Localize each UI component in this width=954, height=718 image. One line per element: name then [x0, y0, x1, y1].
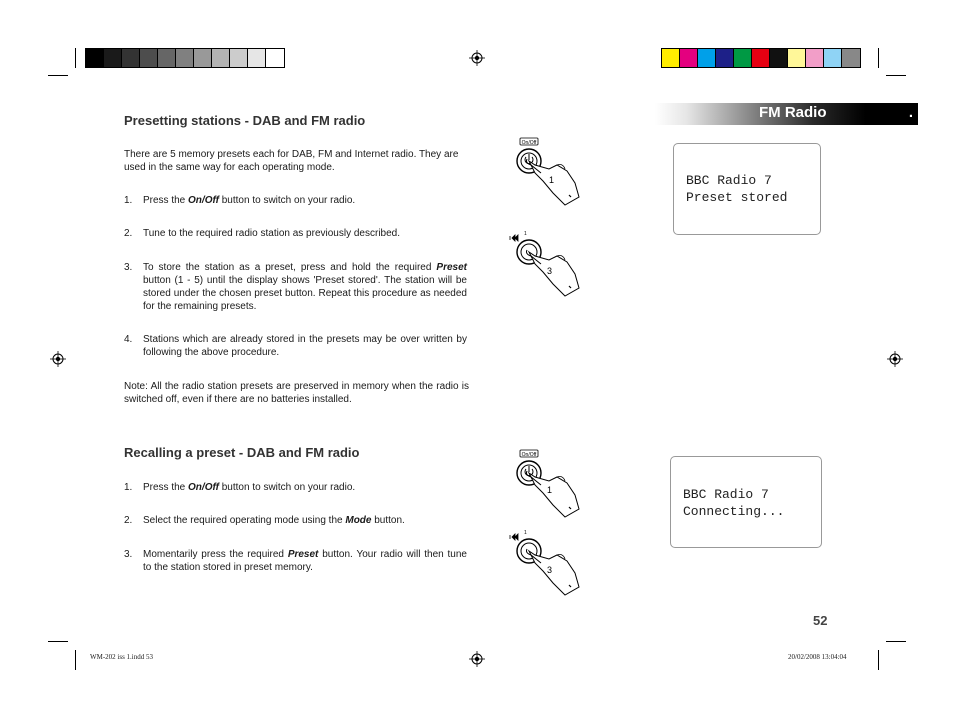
callout-number: 3 [547, 565, 553, 575]
registration-mark-icon [50, 351, 66, 367]
crop-mark [48, 75, 68, 76]
lcd-display-connecting [670, 456, 822, 548]
color-swatch [176, 49, 194, 67]
color-swatch [842, 49, 860, 67]
step-text: Press the On/Off button to switch on your radio. [143, 195, 356, 206]
step-text: Tune to the required radio station as previously described. [143, 228, 400, 239]
step-number: 2. [124, 515, 133, 526]
crop-mark [886, 641, 906, 642]
callout-number: 1 [549, 175, 555, 185]
crop-mark [75, 650, 76, 670]
onoff-button-press-illustration [505, 135, 595, 210]
color-swatch [266, 49, 284, 67]
slug-right: 20/02/2008 13:04:04 [788, 653, 847, 661]
step-text: Stations which are already stored in the presets may be over written by following the above procedure. [143, 334, 467, 358]
color-swatch [680, 49, 698, 67]
onoff-button-press-illustration [505, 447, 595, 522]
color-swatch [698, 49, 716, 67]
section1-intro: There are 5 memory presets each for DAB, FM and Internet radio. They are used in the same way for each operating mode. [124, 149, 459, 173]
preset-label: 1 [524, 231, 527, 237]
color-swatch [770, 49, 788, 67]
registration-mark-icon [469, 50, 485, 66]
preset-button-press-illustration [505, 527, 595, 602]
slug-left: WM-202 iss 1.indd 53 [90, 653, 153, 661]
crop-mark [48, 641, 68, 642]
color-swatch [140, 49, 158, 67]
lcd-line-1: BBC Radio 7 [686, 173, 772, 188]
crop-mark [878, 48, 879, 68]
section1-note: Note: All the radio station presets are preserved in memory when the radio is switched off, even if there are no batteries installed. [124, 381, 469, 405]
preset-label: 1 [524, 530, 527, 536]
color-swatch [158, 49, 176, 67]
step-number: 2. [124, 228, 133, 239]
crop-mark [75, 48, 76, 68]
step-number: 1. [124, 482, 133, 493]
color-swatch [86, 49, 104, 67]
color-swatch [734, 49, 752, 67]
lcd-line-2: Connecting... [683, 504, 785, 519]
color-swatch [752, 49, 770, 67]
color-swatch [212, 49, 230, 67]
color-swatch [806, 49, 824, 67]
section1-heading: Presetting stations - DAB and FM radio [124, 113, 366, 128]
step-number: 4. [124, 334, 133, 345]
page-number: 52 [813, 613, 828, 628]
s1-step-4 [124, 333, 469, 361]
color-swatch [122, 49, 140, 67]
s2-step-1 [124, 481, 469, 494]
callout-number: 1 [547, 485, 553, 495]
preset-button-press-illustration [505, 228, 595, 303]
color-swatch [194, 49, 212, 67]
step-text: Select the required operating mode using the Mode button. [143, 515, 405, 526]
s2-step-3 [124, 548, 469, 576]
section-dot: . [908, 104, 913, 121]
grey-calibration-bar [85, 48, 285, 68]
color-calibration-bar [661, 48, 861, 68]
color-swatch [824, 49, 842, 67]
registration-mark-icon [469, 651, 485, 667]
section-title: FM Radio [759, 104, 827, 121]
crop-mark [878, 650, 879, 670]
registration-mark-icon [887, 351, 903, 367]
s1-step-1 [124, 194, 469, 207]
step-number: 1. [124, 195, 133, 206]
callout-number: 3 [547, 266, 553, 276]
step-number: 3. [124, 262, 133, 273]
s1-step-2 [124, 227, 469, 240]
color-swatch [716, 49, 734, 67]
onoff-label: On/Off [521, 452, 537, 458]
lcd-display-preset-stored [673, 143, 821, 235]
section-header-bar [655, 103, 918, 125]
s2-step-2 [124, 514, 469, 527]
section2-heading: Recalling a preset - DAB and FM radio [124, 445, 360, 460]
lcd-line-2: Preset stored [686, 190, 788, 205]
color-swatch [248, 49, 266, 67]
step-text: To store the station as a preset, press and hold the required Preset button (1 - 5) until the display shows 'Preset stored'. The station will be stored under the chosen preset button. Repeat this procedure as needed for the remaining presets. [143, 262, 467, 312]
color-swatch [104, 49, 122, 67]
step-text: Momentarily press the required Preset button. Your radio will then tune to the station stored in preset memory. [143, 549, 467, 573]
s1-step-3 [124, 261, 469, 316]
crop-mark [886, 75, 906, 76]
color-swatch [662, 49, 680, 67]
lcd-line-1: BBC Radio 7 [683, 487, 769, 502]
color-swatch [230, 49, 248, 67]
step-number: 3. [124, 549, 133, 560]
color-swatch [788, 49, 806, 67]
onoff-label: On/Off [521, 140, 537, 146]
step-text: Press the On/Off button to switch on your radio. [143, 482, 356, 493]
